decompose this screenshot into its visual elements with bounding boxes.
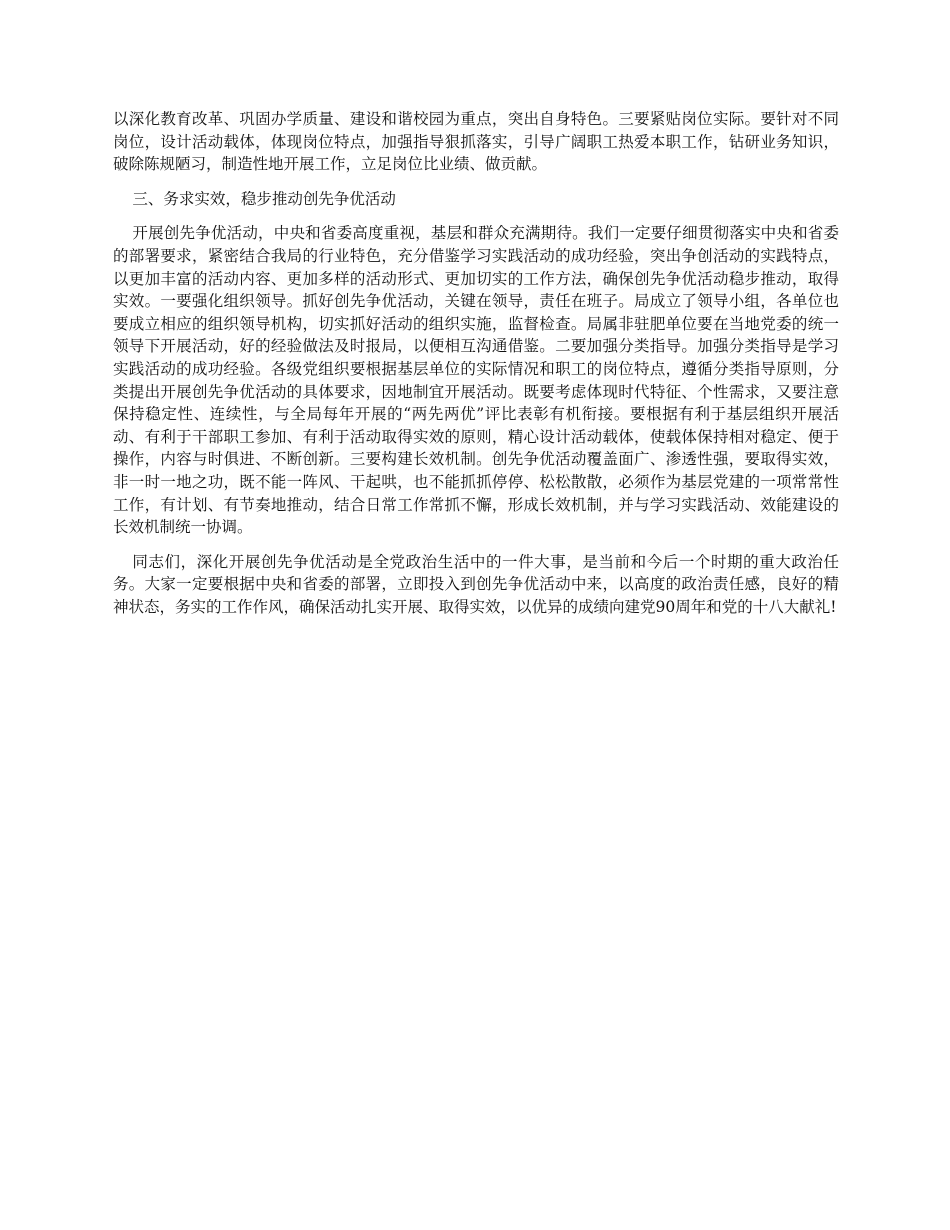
section-heading: 三、务求实效，稳步推动创先争优活动 [132, 189, 396, 208]
body-paragraph: 开展创先争优活动，中央和省委高度重视，基层和群众充满期待。我们一定要仔细贯彻落实中央和省委的部署要求，紧密结合我局的行业特色，充分借鉴学习实践活动的成功经验，突出争创活动的实践特点，以更加丰富的活动内容、更加多样的活动形式、更加切实的工作方法，确保创先争优活动稳步推动，取得实效。一要强化组织领导。抓好创先争优活动，关键在领导，责任在班子。局成立了领导小组，各单位也要成立相应的组织领导机构，切实抓好活动的组织实施，监督检查。局属非驻肥单位要在当地党委的统一领导下开展活动，好的经验做法及时报局，以便相互沟通借鉴。二要加强分类指导。加强分类指导是学习实践活动的成功经验。各级党组织要根据基层单位的实际情况和职工的岗位特点，遵循分类指导原则，分类提出开展创先争优活动的具体要求，因地制宜开展活动。既要考虑体现时代特征、个性需求，又要注意保持稳定性、连续性，与全局每年开展的“两先两优”评比表彰有机衔接。要根据有利于基层组织开展活动、有利于干部职工参加、有利于活动取得实效的原则，精心设计活动载体，使载体保持相对稳定、便于操作，内容与时俱进、不断创新。三要构建长效机制。创先争优活动覆盖面广、渗透性强，要取得实效，非一时一地之功，既不能一阵风、干起哄，也不能抓抓停停、松松散散，必须作为基层党建的一项常常性工作，有计划、有节奏地推动，结合日常工作常抓不懈，形成长效机制，并与学习实践活动、效能建设的长效机制统一协调。 [113, 224, 839, 537]
document-page [113, 108, 839, 630]
closing-paragraph: 同志们，深化开展创先争优活动是全党政治生活中的一件大事，是当前和今后一个时期的重大政治任务。大家一定要根据中央和省委的部署，立即投入到创先争优活动中来，以高度的政治责任感，良好的精神状态，务实的工作作风，确保活动扎实开展、取得实效，以优异的成绩向建党90周年和党的十八大献礼! [113, 552, 839, 616]
body-paragraph-continued: 以深化教育改革、巩固办学质量、建设和谐校园为重点，突出自身特色。三要紧贴岗位实际。要针对不同岗位，设计活动载体，体现岗位特点，加强指导狠抓落实，引导广阔职工热爱本职工作，钻研业务知识，破除陈规陋习，制造性地开展工作，立足岗位比业绩、做贡献。 [113, 110, 839, 174]
